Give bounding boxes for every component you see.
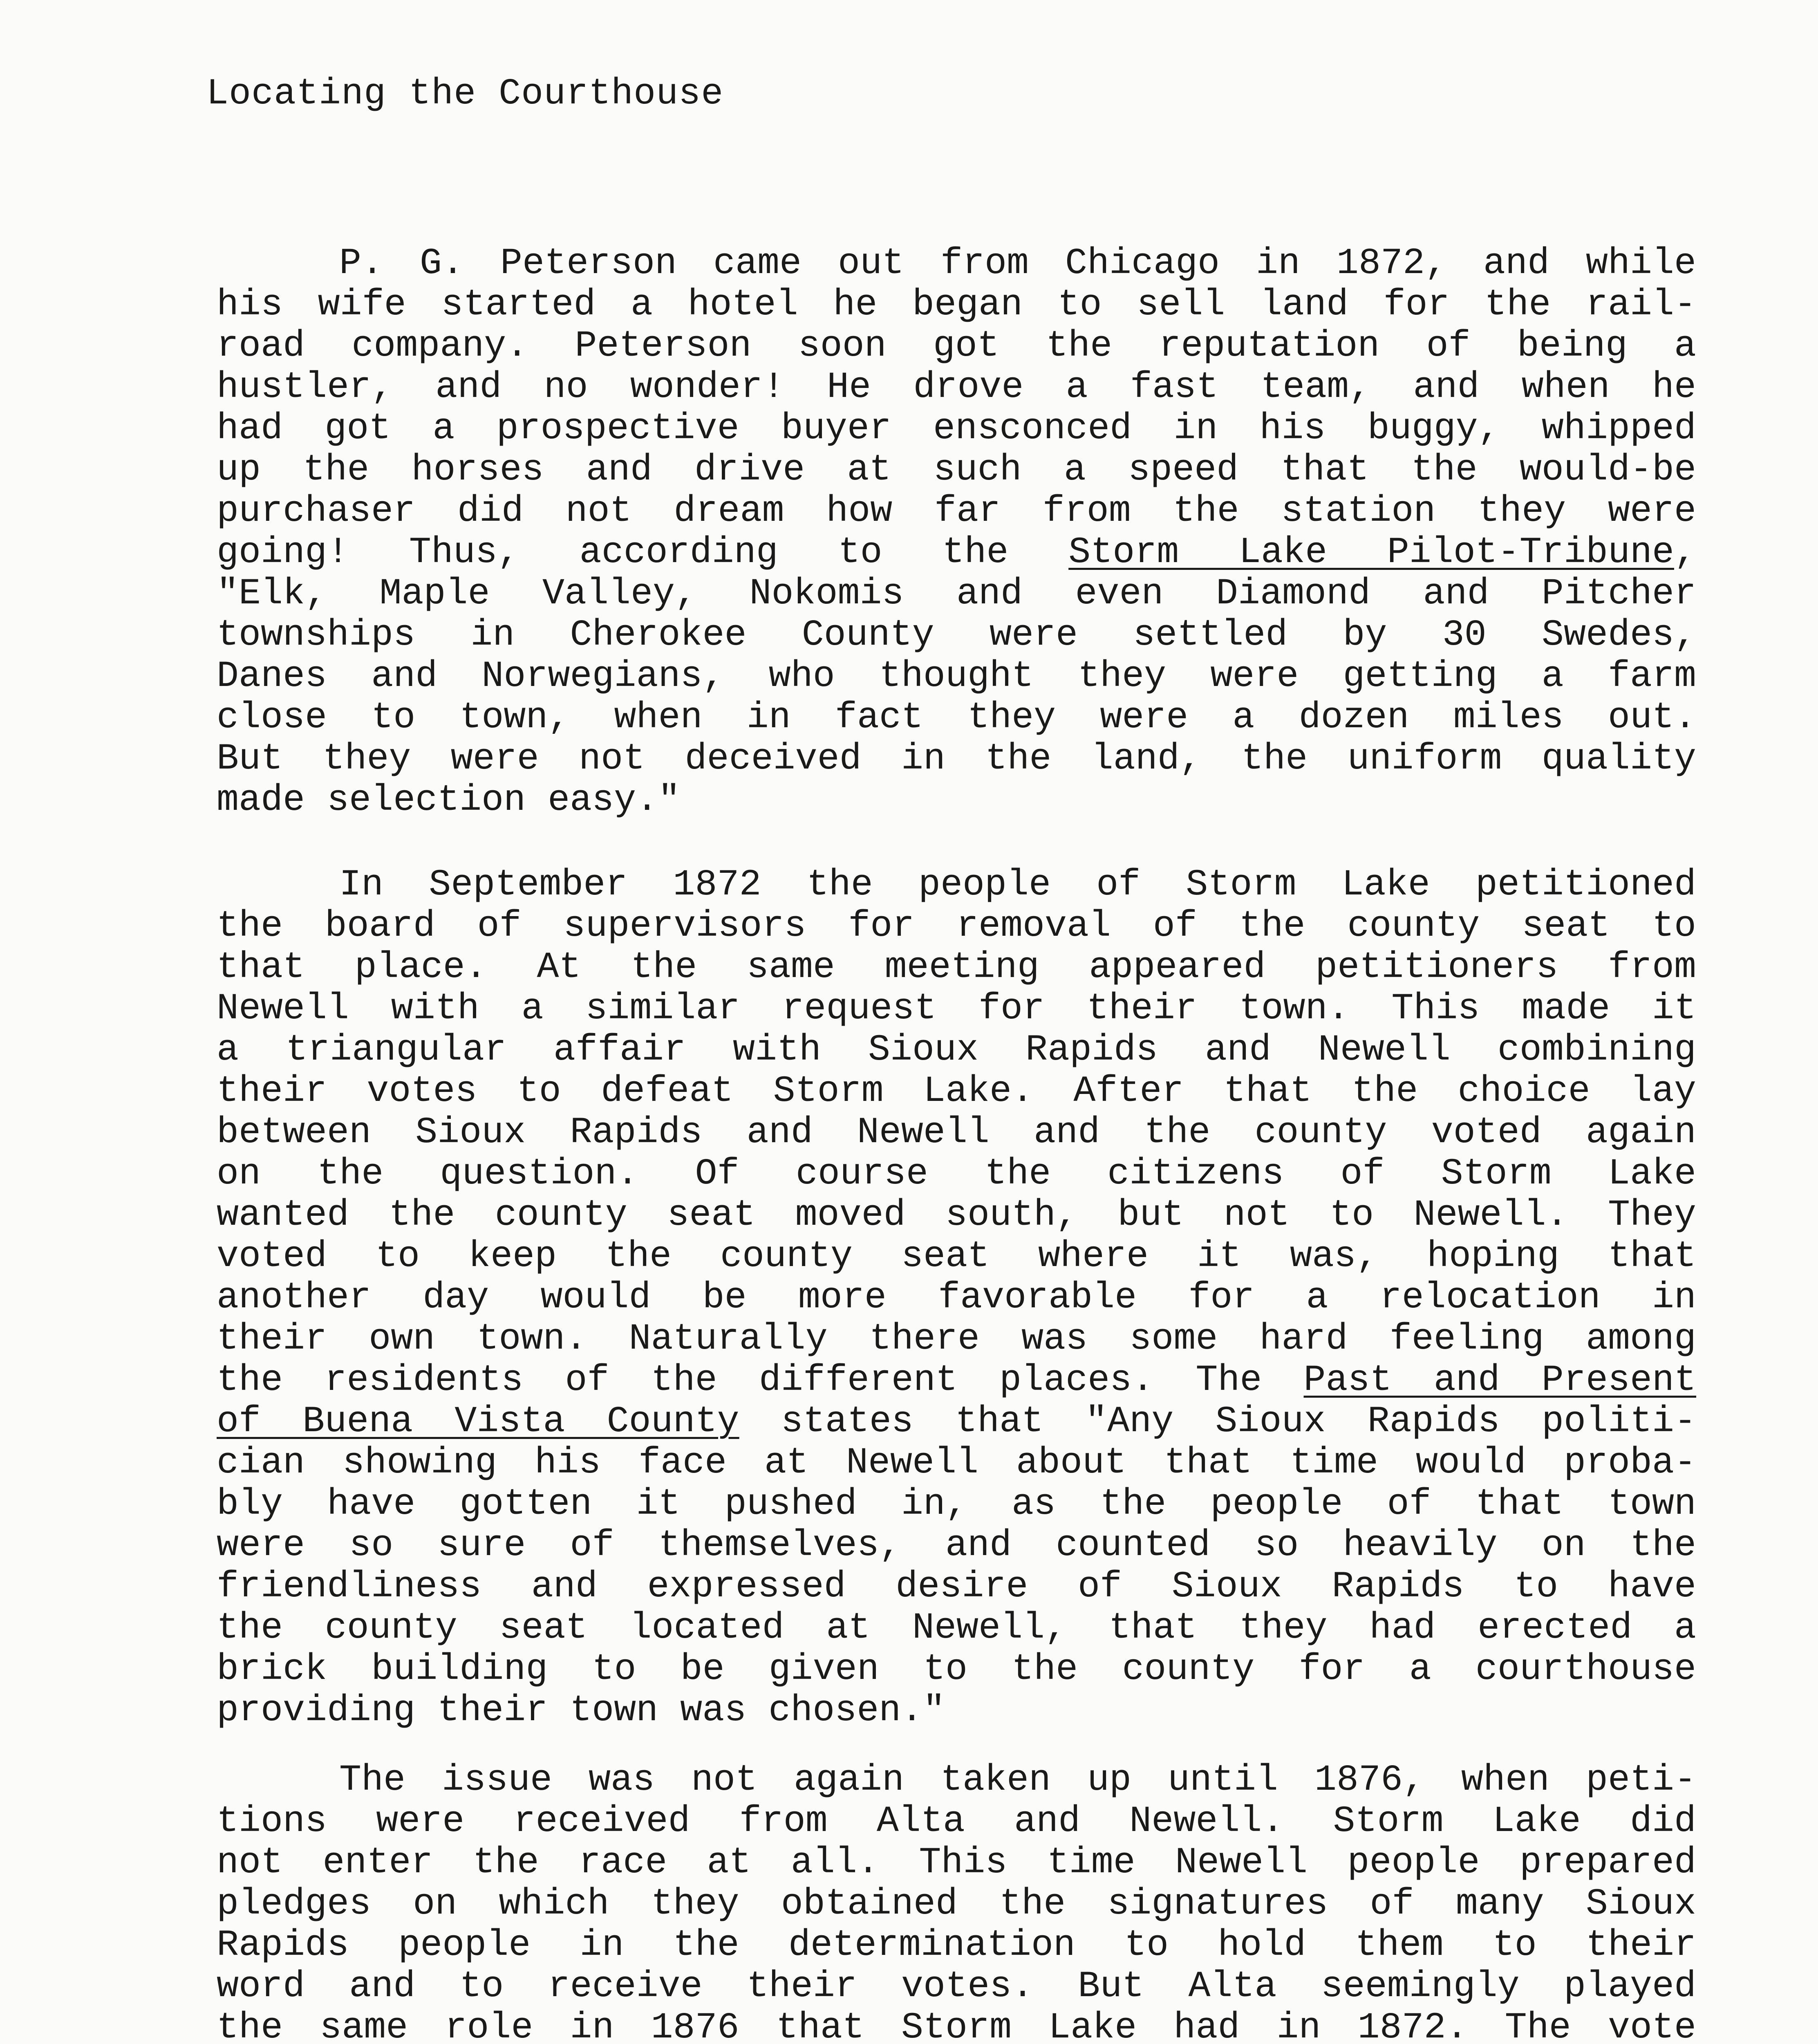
text-line: townships in Cherokee County were settled by 30 Swedes,: [217, 614, 1696, 656]
text-line: purchaser did not dream how far from the station they were: [217, 491, 1696, 532]
text-line: P. G. Peterson came out from Chicago in 1872, and while: [339, 243, 1696, 285]
text-line: Rapids people in the determination to hold them to their: [217, 1925, 1696, 1966]
text-line: But they were not deceived in the land, the uniform quality: [217, 738, 1696, 780]
text-line: had got a prospective buyer ensconced in his buggy, whipped: [217, 408, 1696, 450]
text-line: brick building to be given to the county for a courthouse: [217, 1649, 1696, 1690]
text-line: Danes and Norwegians, who thought they were getting a farm: [217, 656, 1696, 697]
text-line: The issue was not again taken up until 1876, when peti-: [339, 1759, 1696, 1801]
text-line: their own town. Naturally there was some hard feeling among: [217, 1318, 1696, 1360]
paragraph-1: [217, 243, 1696, 821]
text-line: made selection easy.": [217, 780, 681, 821]
text-line: the board of supervisors for removal of the county seat to: [217, 905, 1696, 947]
text-line: [217, 1360, 1696, 1401]
text-line: between Sioux Rapids and Newell and the county voted again: [217, 1112, 1696, 1154]
text-line: the county seat located at Newell, that they had erected a: [217, 1607, 1696, 1649]
text-line: pledges on which they obtained the signatures of many Sioux: [217, 1883, 1696, 1925]
text-line: [217, 1401, 1696, 1443]
source-citation: Storm Lake Pilot-Tribune: [1068, 532, 1674, 574]
running-head: Locating the Courthouse: [206, 73, 724, 115]
text-line: the same role in 1876 that Storm Lake had in 1872. The vote: [217, 2007, 1696, 2044]
text-line: "Elk, Maple Valley, Nokomis and even Diamond and Pitcher: [217, 573, 1696, 615]
text-line: hustler, and no wonder! He drove a fast team, and when he: [217, 367, 1696, 408]
text-fragment: states that "Any Sioux Rapids politi-: [739, 1401, 1697, 1443]
text-line: In September 1872 the people of Storm Lake petitioned: [339, 864, 1696, 906]
text-line: that place. At the same meeting appeared petitioners from: [217, 947, 1696, 988]
text-line: friendliness and expressed desire of Sioux Rapids to have: [217, 1566, 1696, 1608]
text-line: word and to receive their votes. But Alta seemingly played: [217, 1966, 1696, 2008]
paragraph-2: [217, 865, 1696, 1732]
text-line: bly have gotten it pushed in, as the people of that town: [217, 1484, 1696, 1525]
text-fragment: the residents of the different places. The: [217, 1360, 1304, 1401]
paragraph-3: [217, 1760, 1696, 2044]
text-line: road company. Peterson soon got the reputation of being a: [217, 325, 1696, 367]
text-line: [217, 532, 1696, 574]
source-citation: of Buena Vista County: [217, 1401, 739, 1443]
text-line: a triangular affair with Sioux Rapids and Newell combining: [217, 1029, 1696, 1071]
text-line: wanted the county seat moved south, but not to Newell. They: [217, 1195, 1696, 1236]
text-line: tions were received from Alta and Newell. Storm Lake did: [217, 1801, 1696, 1842]
text-line: cian showing his face at Newell about that time would proba-: [217, 1442, 1696, 1484]
text-line: on the question. Of course the citizens of Storm Lake: [217, 1153, 1696, 1195]
text-line: close to town, when in fact they were a dozen miles out.: [217, 697, 1696, 739]
text-line: were so sure of themselves, and counted so heavily on the: [217, 1525, 1696, 1567]
text-line: Newell with a similar request for their town. This made it: [217, 988, 1696, 1030]
text-line: voted to keep the county seat where it was, hoping that: [217, 1236, 1696, 1278]
text-line: not enter the race at all. This time Newell people prepared: [217, 1842, 1696, 1884]
source-citation: Past and Present: [1303, 1360, 1696, 1401]
text-fragment: ,: [1674, 532, 1697, 574]
text-line: another day would be more favorable for a relocation in: [217, 1277, 1696, 1319]
text-fragment: going! Thus, according to the: [217, 532, 1069, 574]
text-line: their votes to defeat Storm Lake. After that the choice lay: [217, 1071, 1696, 1112]
text-line: up the horses and drive at such a speed that the would-be: [217, 449, 1696, 491]
text-line: providing their town was chosen.": [217, 1690, 945, 1732]
text-line: his wife started a hotel he began to sell land for the rail-: [217, 284, 1696, 326]
